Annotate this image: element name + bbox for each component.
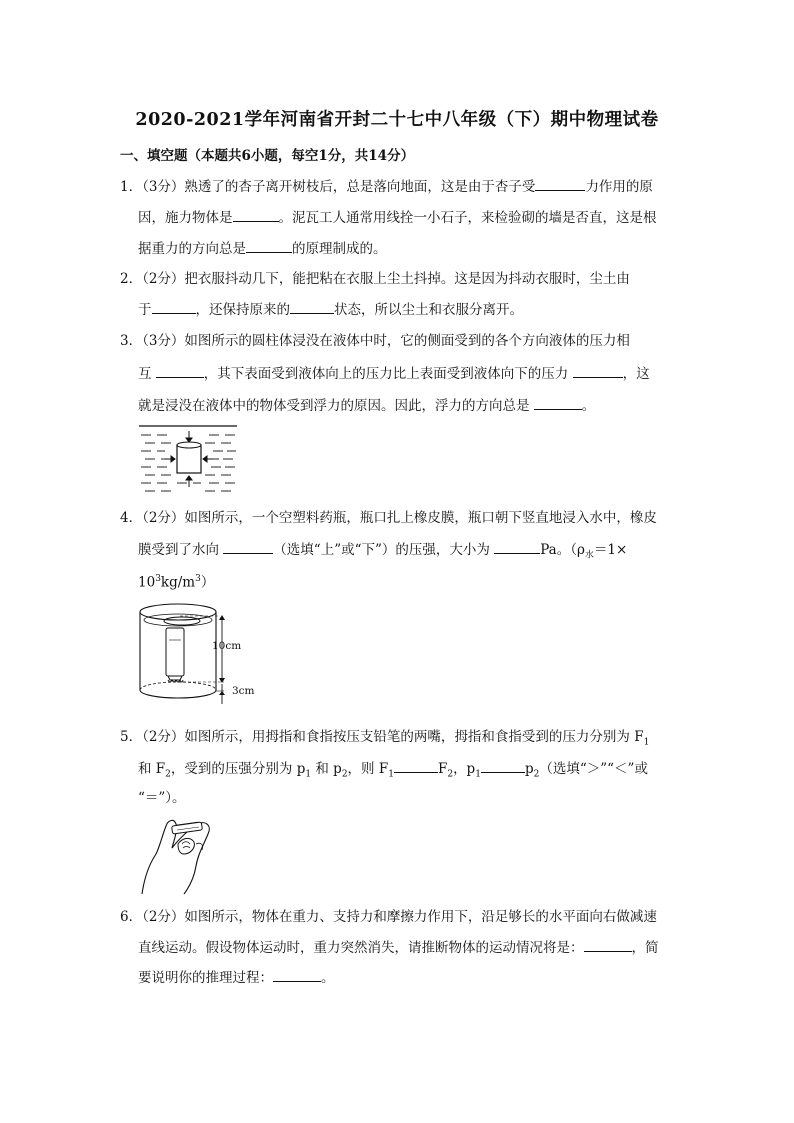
q4-number: 4．: [120, 510, 143, 526]
q2-blank-2[interactable]: [290, 299, 334, 314]
q5-number: 5．: [120, 729, 143, 745]
q1-line-3: 据重力的方向总是 的原理制成的。: [138, 238, 387, 259]
q1-blank-2[interactable]: [233, 207, 279, 222]
q2-line-2: 于 ，还保持原来的 状态，所以尘土和衣服分离开。: [138, 299, 523, 320]
section-heading: 一、填空题（本题共6小题，每空1分，共14分）: [120, 148, 415, 164]
q3-line-3: 就是浸没在液体中的物体受到浮力的原因。因此，浮力的方向总是 。: [138, 395, 595, 416]
q3-blank-3[interactable]: [534, 395, 582, 410]
q4-figure-bottle-in-water: [136, 600, 276, 704]
q6-number: 6．: [120, 909, 143, 925]
q4-line-3: $10^3kg/m^3$）: [138, 574, 215, 591]
q5-figure-hand-pencil: [138, 814, 228, 896]
q5-line-3: “＝”）。: [138, 790, 186, 806]
q3-number: 3．: [120, 333, 143, 349]
q2-line-1: 2．（2分）把衣服抖动几下，能把粘在衣服上尘土抖掉。这是因为抖动衣服时，尘土由: [120, 271, 630, 287]
q3-line-2: 互 ，其下表面受到液体向上的压力比上表面受到液体向下的压力 ，这: [138, 363, 650, 384]
page-title: 2020-2021学年河南省开封二十七中八年级（下）期中物理试卷: [135, 110, 659, 130]
q6-blank-1[interactable]: [584, 937, 632, 952]
q6-line-3: 要说明你的推理过程： 。: [138, 967, 335, 988]
q1-line-1: 1．（3分）熟透了的杏子离开树枝后，总是落向地面，这是由于杏子受 力作用的原: [120, 176, 653, 197]
q4-line-1: 4．（2分）如图所示，一个空塑料药瓶，瓶口扎上橡皮膜，瓶口朝下竖直地浸入水中，橡皮: [120, 510, 657, 526]
q5-blank-1[interactable]: [394, 758, 438, 773]
q3-figure-cylinder-in-liquid: [139, 423, 239, 497]
q1-line-2: 因，施力物体是 。泥瓦工人通常用线拴一小石子，来检验砌的墙是否直，这是根: [138, 207, 657, 228]
q4-depth-label: 10cm: [212, 640, 242, 652]
q1-number: 1．: [120, 179, 143, 195]
q5-line-1: 5．（2分）如图所示，用拇指和食指按压支铅笔的两嘴，拇指和食指受到的压力分别为 $F_1$: [120, 729, 650, 748]
q3-blank-2[interactable]: [573, 363, 623, 378]
q6-line-2: 直线运动。假设物体运动时，重力突然消失，请推断物体的运动情况将是： ，简: [138, 937, 659, 958]
q3-blank-1[interactable]: [156, 363, 204, 378]
q6-line-1: 6．（2分）如图所示，物体在重力、支持力和摩擦力作用下，沿足够长的水平面向右做减速: [120, 909, 657, 925]
q4-offset-label: 3cm: [232, 685, 255, 697]
q1-blank-1[interactable]: [535, 176, 585, 191]
q4-blank-1[interactable]: [223, 539, 273, 554]
q6-blank-2[interactable]: [273, 967, 321, 982]
q3-line-1: 3．（3分）如图所示的圆柱体浸没在液体中时，它的侧面受到的各个方向液体的压力相: [120, 333, 630, 349]
q4-line-2: 膜受到了水向 （选填“上”或“下”）的压强，大小为 Pa。（$\rho_水=1\times$: [138, 539, 627, 566]
q2-number: 2．: [120, 271, 143, 287]
q5-blank-2[interactable]: [481, 758, 525, 773]
q1-blank-3[interactable]: [246, 238, 292, 253]
q5-line-2: 和 $F_2$，受到的压强分别为 $p_1$ 和 $p_2$，则 $F_1$ $F_2$，$p_1$ $p_2$（选填“＞”“＜”或: [138, 758, 648, 785]
q2-blank-1[interactable]: [152, 299, 196, 314]
q4-blank-2[interactable]: [494, 539, 540, 554]
